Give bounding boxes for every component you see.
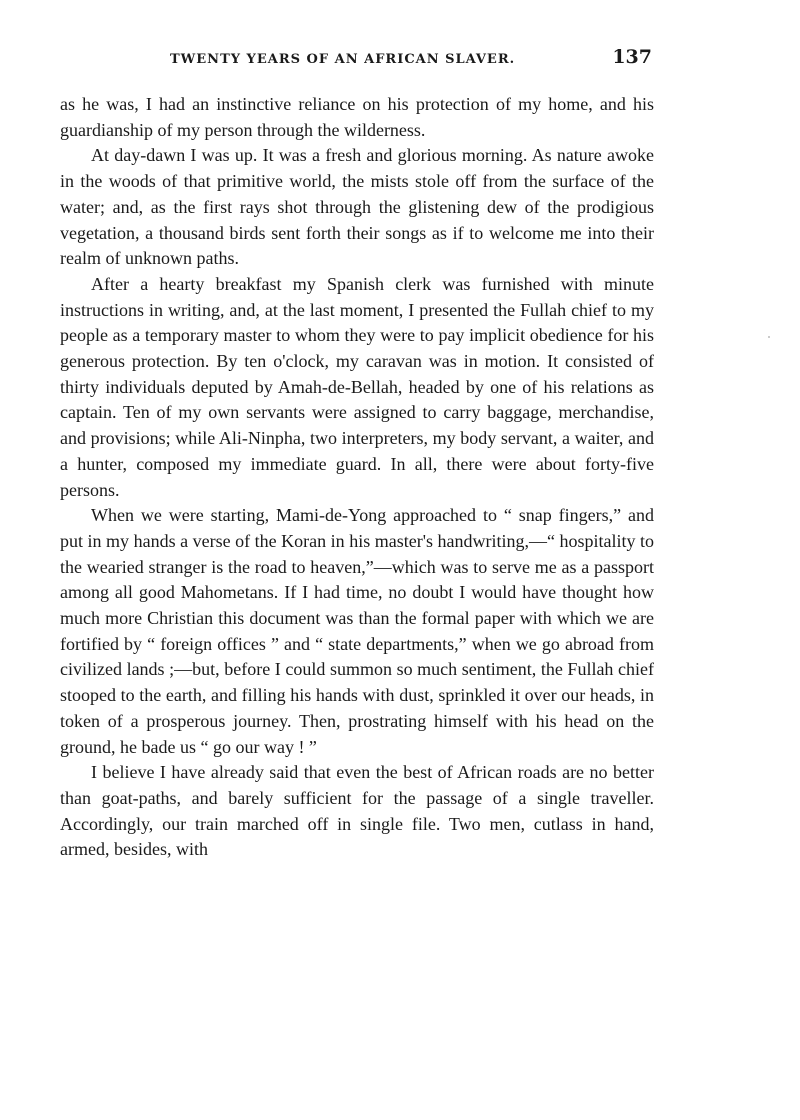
paragraph-roads: I believe I have already said that even the best of African roads are no better than goat-paths, and barely sufficient for the passage of a single traveller. Accordingly, our train marched off in single file. Two men, cutlass in hand, armed, besides, with (60, 762, 654, 860)
paragraph-day-dawn: At day-dawn I was up. It was a fresh and glorious morning. As nature awoke in the woods of that primitive world, the mists stole off from the surface of the water; and, as the first rays shot through the glistening dew of the prodigious vegetation, a thousand birds sent forth their songs as if to welcome me into their realm of unknown paths. (60, 145, 654, 269)
page-number: 137 (612, 46, 652, 68)
paragraph-starting: When we were starting, Mami-de-Yong approached to “ snap fingers,” and put in my hands a verse of the Koran in his master's handwriting,—“ hospitality to the wearied stranger is the road to heaven,”—which was to serve me as a passport among all good Mahometans. If I had time, no doubt I would have thought how much more Christian this document was than the formal paper with which we are fortified by “ foreign offices ” and “ state departments,” when we go abroad from civilized lands ;—but, before I could summon so much sentiment, the Fullah chief stooped to the earth, and filling his hands with dust, sprinkled it over our heads, in token of a prosperous journey. Then, prostrating himself with his head on the ground, he bade us “ go our way ! ” (60, 505, 654, 757)
paragraph-continued: as he was, I had an instinctive reliance on his protection of my home, and his guardianship of my person through the wilderness. (60, 94, 654, 140)
running-head (60, 44, 654, 80)
book-page (60, 44, 654, 863)
running-title: TWENTY YEARS OF AN AFRICAN SLAVER. (170, 52, 516, 67)
paragraph-breakfast: After a hearty breakfast my Spanish clerk was furnished with minute instructions in writing, and, at the last moment, I presented the Fullah chief to my people as a temporary master to whom they were to pay implicit obedience for his generous protection. By ten o'clock, my caravan was in motion. It consisted of thirty individuals deputed by Amah-de-Bellah, headed by one of his relations as captain. Ten of my own servants were assigned to carry baggage, merchandise, and provisions; while Ali-Ninpha, two interpreters, my body servant, a waiter, and a hunter, composed my immediate guard. In all, there were about forty-five persons. (60, 273, 654, 500)
body-text (60, 92, 654, 863)
stray-mark (768, 336, 770, 338)
